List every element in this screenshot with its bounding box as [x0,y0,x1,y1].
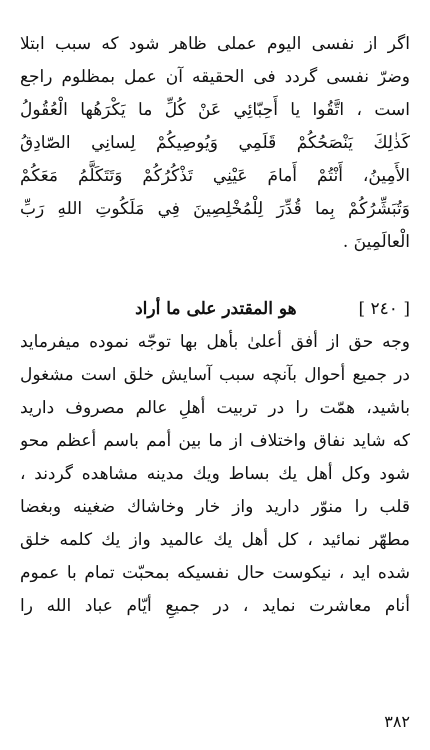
section-heading [20,292,410,326]
text-line: در جميع أحوال بآنچه سبب آسايش خلق است مشغول [20,365,410,385]
text-line: شود وكل أهل يك بساط ويك مدينه مشاهده گردند ، [20,464,410,484]
text-line: وضرّ نفسى گردد فى الحقيقه آن عمل بمظلوم راجع [20,67,410,87]
text-line: كه شايد نفاق واختلاف از ما بين أمم باسم أعظم محو [20,431,410,451]
text-line: كَذٰلِكَ يَنْصَحُكُمْ قَلَمِي وَيُوصِيكُمْ لِسانِي الصّادِقُ [20,133,410,153]
text-line: وَتُبَشِّرُكُمْ بِما قُدِّرَ لِلْمُخْلِصِينَ فِي مَلَكُوتِ اللهِ رَبِّ [20,199,410,219]
text-line: وجه حق از أفق أعلىٰ بأهل بها توجّه نموده ميفرمايد [20,332,410,352]
text-line: مطهّر نمائيد ، كل أهل يك عالميد واز يك كلمه خلق [20,530,410,550]
text-line: است ، اتَّقُوا يا أَحِبّائِي عَنْ كُلِّ ما يَكْرَهُها الْعُقُولُ [20,100,410,120]
text-line: باشيد، همّت را در تربيت أهلِ عالم مصروف داريد [20,398,410,418]
document-page [20,28,410,623]
text-line: شده ايد ، نيكوست حال نفسيكه بمحبّت تمام با عموم [20,563,410,583]
text-line: اگر از نفسى اليوم عملى ظاهر شود كه سبب ابتلا [20,34,410,54]
text-line: قلب را منوّر داريد واز خار وخاشاك ضغينه وبغضا [20,497,410,517]
section-title: هو المقتدر على ما أراد [135,299,297,319]
paragraph-2 [20,326,410,623]
section-gap [20,259,410,292]
text-line: الْعالَمِينَ . [342,232,410,252]
paragraph-1 [20,28,410,259]
section-number: [ ٢٤٠ ] [358,299,410,319]
text-line: الأَمِينُ، أَنْتُمْ أَمامَ عَيْنِي تَذْكُرُكُمْ وَتَتَكَلَّمُ مَعَكُمْ [20,166,410,186]
page-number: ٣٨٢ [384,712,410,731]
text-line: أنام معاشرت نمايد ، در جميعِ أيّام عباد الله را [20,596,410,616]
